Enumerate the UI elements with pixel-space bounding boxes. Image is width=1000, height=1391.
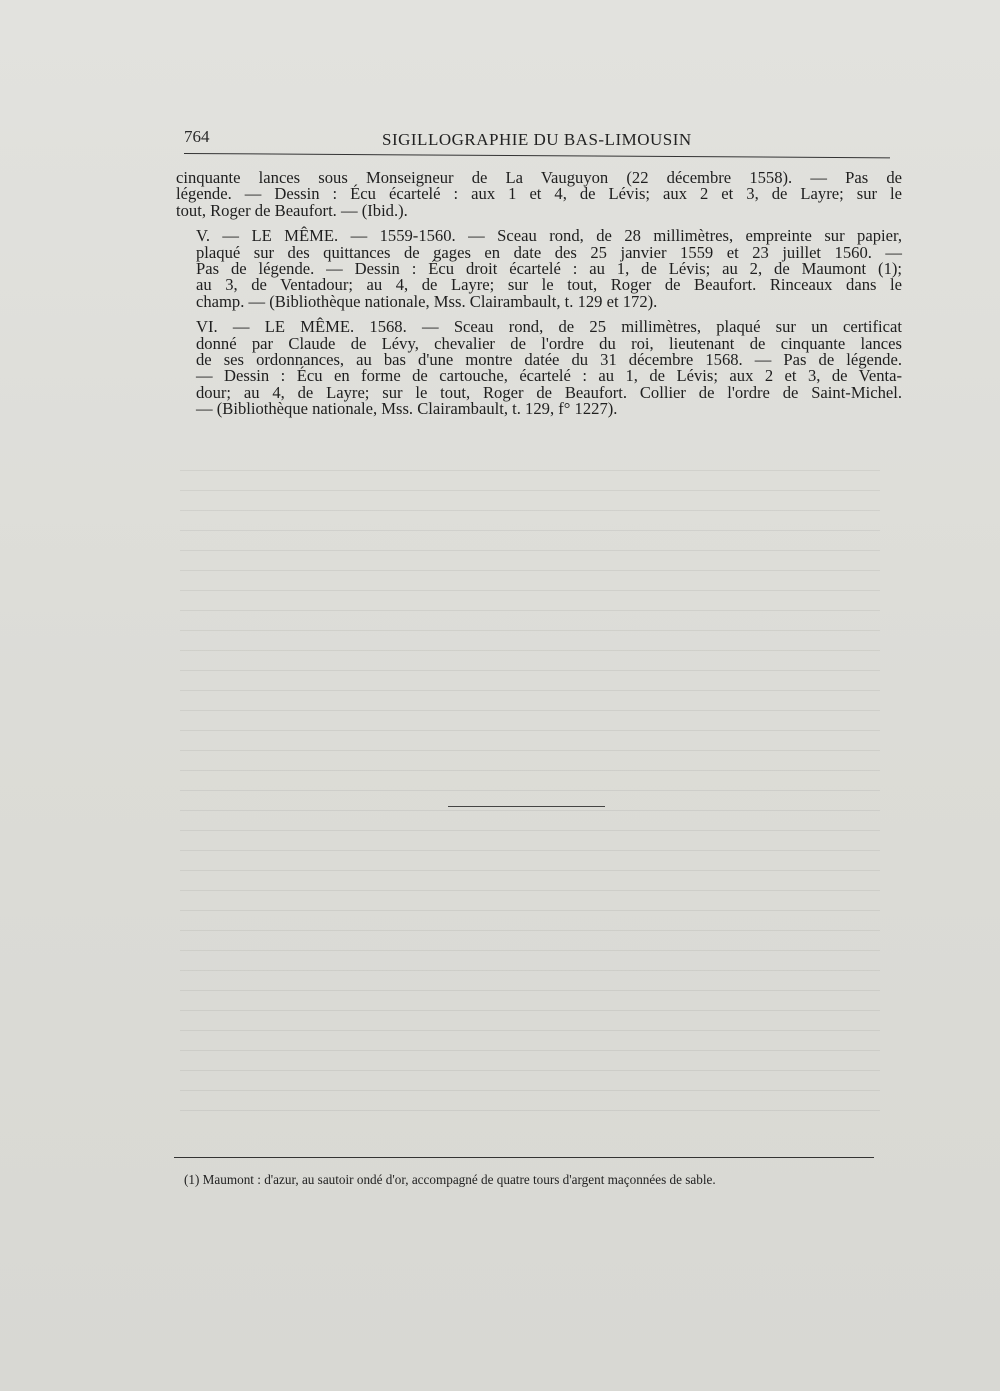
text-line: tout, Roger de Beaufort. — (Ibid.). bbox=[176, 200, 408, 220]
paragraph-seal-v bbox=[176, 228, 902, 310]
footnote-rule bbox=[174, 1157, 874, 1158]
text-line: de ses ordonnances, au bas d'une montre datée du 31 décembre 1568. — Pas de légende. bbox=[196, 350, 902, 370]
text-line: au 3, de Ventadour; au 4, de Layre; sur le tout, Roger de Beaufort. Rinceaux dans le bbox=[196, 275, 902, 295]
text-line: cinquante lances sous Monseigneur de La Vauguyon (22 décembre 1558). — Pas de bbox=[176, 168, 902, 187]
bleed-through-texture bbox=[180, 470, 880, 1120]
page-number: 764 bbox=[184, 127, 210, 146]
text-line: Pas de légende. — Dessin : Écu droit écartelé : au 1, de Lévis; au 2, de Maumont (1); bbox=[196, 259, 902, 279]
text-line: VI. — LE MÊME. 1568. — Sceau rond, de 25 millimètres, plaqué sur un certificat bbox=[196, 317, 902, 337]
text-line: dour; au 4, de Layre; sur le tout, Roger de Beaufort. Collier de l'ordre de Saint-Michel. bbox=[196, 382, 902, 402]
text-line: — Dessin : Écu en forme de cartouche, écartelé : au 1, de Lévis; aux 2 et 3, de Venta- bbox=[196, 366, 902, 386]
text-line: champ. — (Bibliothèque nationale, Mss. Clairambault, t. 129 et 172). bbox=[196, 291, 658, 311]
section-divider bbox=[448, 806, 605, 807]
text-line: légende. — Dessin : Écu écartelé : aux 1 et 4, de Lévis; aux 2 et 3, de Layre; sur le bbox=[176, 184, 902, 204]
footnote: (1) Maumont : d'azur, au sautoir ondé d'or, accompagné de quatre tours d'argent maçonnées de sable. bbox=[184, 1172, 716, 1187]
text-line: plaqué sur des quittances de gages en date des 25 janvier 1559 et 23 juillet 1560. — bbox=[196, 242, 902, 262]
paragraph-continuation bbox=[176, 170, 902, 219]
running-title: SIGILLOGRAPHIE DU BAS-LIMOUSIN bbox=[382, 130, 692, 149]
text-line: donné par Claude de Lévy, chevalier de l'ordre du roi, lieutenant de cinquante lances bbox=[196, 333, 902, 353]
page-header bbox=[184, 122, 884, 156]
paragraph-seal-vi bbox=[176, 319, 902, 417]
text-line: V. — LE MÊME. — 1559-1560. — Sceau rond, de 28 millimètres, empreinte sur papier, bbox=[196, 226, 902, 246]
text-line: — (Bibliothèque nationale, Mss. Clairambault, t. 129, f° 1227). bbox=[196, 399, 618, 419]
body-text bbox=[176, 170, 902, 418]
